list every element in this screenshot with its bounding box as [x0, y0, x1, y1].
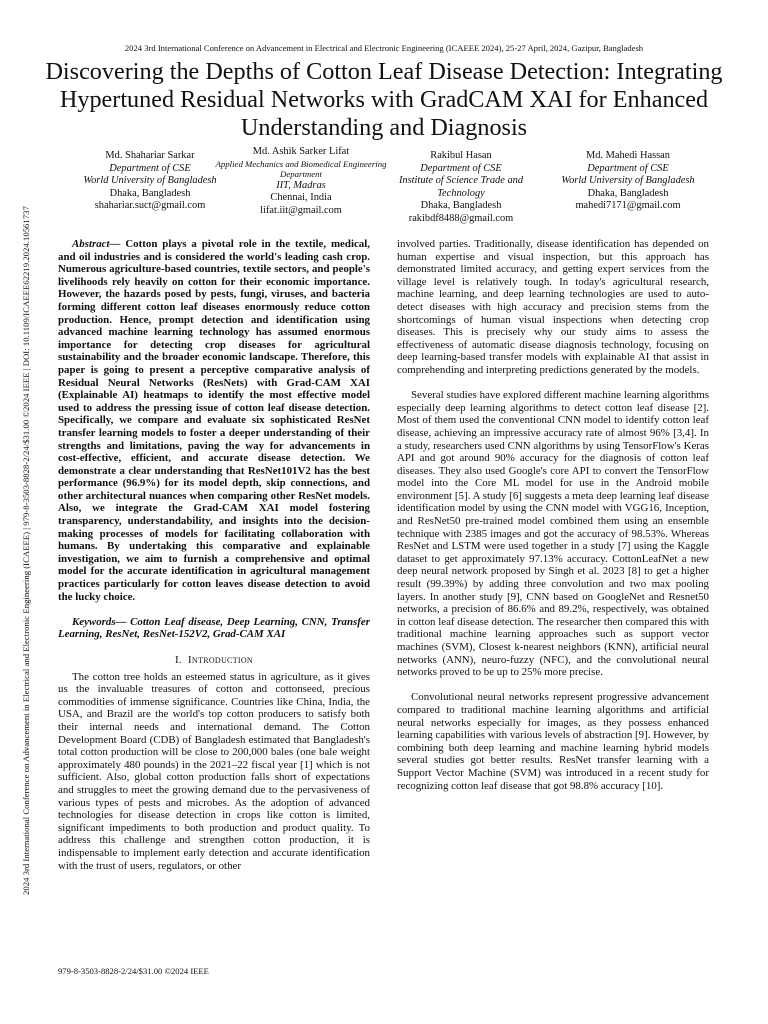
abstract-label: Abstract— — [72, 238, 121, 250]
intro-paragraph-4: Convolutional neural networks represent progressive advancement compared to traditional machine learning algorithms and artificial neural networks especially for images, as they possess enhanced learning capabilities with various levels of abstraction [9]. However, by combining both deep learning and machine learning hybrid models several studies got better results. ResNet transfer learning with a Support Vector Machine (SVM) was introduced in a recent study for recognizing cotton leaf disease that got 98.8% accuracy [10]. — [397, 691, 709, 792]
abstract — [58, 238, 370, 603]
author-city: Dhaka, Bangladesh — [587, 187, 669, 199]
author-block-2 — [211, 146, 391, 217]
author-name: Md. Ashik Sarker Lifat — [252, 146, 350, 157]
left-column — [58, 238, 370, 872]
section-number: I. — [175, 654, 182, 666]
right-column — [397, 238, 709, 792]
author-institution: Institute of Science Trade and Technology — [398, 175, 524, 199]
author-email: lifat.iit@gmail.com — [260, 204, 342, 216]
author-email: shahariar.suct@gmail.com — [94, 200, 206, 212]
author-institution: IIT, Madras — [276, 179, 326, 191]
author-city: Dhaka, Bangladesh — [420, 200, 502, 212]
author-email: mahedi7171@gmail.com — [575, 200, 681, 212]
author-city: Chennai, India — [270, 192, 332, 204]
author-name: Rakibul Hasan — [430, 150, 492, 161]
author-email: rakibdf8488@gmail.com — [408, 212, 514, 224]
author-city: Dhaka, Bangladesh — [109, 187, 191, 199]
author-institution: World University of Bangladesh — [561, 175, 695, 187]
abstract-text: Cotton plays a pivotal role in the textile, medical, and oil industries and is considered the world's leading cash crop. Numerous agriculture-based countries, textile sectors, and people's livelihoods rely heavily on cotton for their economic importance. However, the hazards posed by pests, fungi, viruses, and bacteria forming different cotton leaf diseases enormously reduce cotton production. Hence, prompt detection and identification using advanced machine learning technology has assumed enormous importance for detecting crop diseases for agricultural sustainability and the broader economic landscape. Therefore, this paper is going to present a perceptive comparative analysis of Residual Neural Networks (ResNets) with Grad-CAM XAI (Explainable AI) heatmaps to identify the most effective model used to address the pressing issue of cotton leaf disease detection. Specifically, we compare and evaluate six sophisticated ResNet transfer learning models to foster a deeper understanding of their strengths and limitations, paving the way for advancements in cost-effective, efficient, and accurate disease detection. We demonstrate a clear understanding that ResNet101V2 has the best performance (96.9%) for its model depth, skip connections, and other architectural nuances when comparing other ResNet models. Also, we integrate the Grad-CAM XAI model fostering transparency, understandability, and insights into the decision-making processes of models for facilitating collaboration with humans. By undertaking this comparative and explainable investigation, we aim to furnish a comprehensive and optimal model for the accurate identification in agricultural management practices particularly for cotton leaves disease detection to avoid the lucky choice. — [58, 238, 370, 603]
copyright-footer: 979-8-3503-8828-2/24/$31.00 ©2024 IEEE — [58, 966, 209, 976]
author-department: Department of CSE — [109, 162, 191, 174]
section-title: Introduction — [188, 654, 253, 666]
conference-header: 2024 3rd International Conference on Advancement in Electrical and Electronic Engineering (ICAEEE 2024), 25-27 April, 2024, Gazipur, Bangladesh — [124, 43, 644, 53]
keywords: Keywords— Cotton Leaf disease, Deep Learning, CNN, Transfer Learning, ResNet, ResNet-152V2, Grad-CAM XAI — [58, 615, 370, 641]
author-name: Md. Shahariar Sarkar — [105, 150, 195, 161]
side-doi-text: 2024 3rd International Conference on Advancement in Electrical and Electronic Engineering (ICAEEE) | 979-8-3503-8828-2/24/$31.00 ©2024 IEEE | DOI: 10.1109/ICAEEE62219.2024.10561737 — [21, 206, 31, 895]
author-department: Department of CSE — [587, 162, 669, 174]
author-institution: World University of Bangladesh — [83, 175, 217, 187]
author-department: Department of CSE — [420, 162, 502, 174]
paper-title: Discovering the Depths of Cotton Leaf Disease Detection: Integrating Hypertuned Residual Networks with GradCAM XAI for Enhanced Understanding and Diagnosis — [45, 58, 723, 141]
section-heading — [58, 654, 370, 667]
author-block-3 — [376, 150, 546, 226]
author-name: Md. Mahedi Hassan — [586, 150, 670, 161]
intro-paragraph-1: The cotton tree holds an esteemed status in agriculture, as it gives us the invaluable treasures of cotton and cottonseed, precious commodities of immense significance. Countries like China, India, the USA, and Brazil are the world's top cotton producers to satisfy both their internal needs and international demand. The Cotton Development Board (CDB) of Bangladesh estimated that Bangladesh's total cotton production will be close to 200,000 bales (one bale weight approximately 480 pounds) in the 2021–22 fiscal year [1] which is not sufficient. Also, global cotton production falls short of expectations and struggles to meet the growing demand due to the pervasiveness of various types of pests and microbes. As the adoption of advanced technologies for disease detection in crops like cotton is limited, significant impediments to both production and product quality. To address this challenge and strengthen cotton production, it is indispensable to implement early detection and accurate identification with the trust of users, regulators, or other — [58, 670, 370, 872]
intro-paragraph-3: Several studies have explored different machine learning algorithms especially deep learning algorithms to detect cotton leaf disease [2]. Most of them used the conventional CNN model to identify cotton leaf disease, achieving an impressive accuracy rate of almost 96% [3,4]. In a study, researchers used CNN algorithms by using TensorFlow's Keras API and got around 90% accuracy for the diagnosis of cotton leaf diseases. They also used Google's core API to convert the TensorFlow model into the Core ML model for use in the Android mobile environment [5]. A study [6] suggests a meta deep learning leaf disease identification model by using the CNN model with VGG16, Inception, and ResNet50 pre-trained model combined them using an ensemble technique with 2385 images and got the accuracy of 98.53%. Whereas ResNet and LSTM were used together in a study [7] using the Kaggle dataset to get approximately 97.13% accuracy. CottonLeafNet a new deep neural network proposed by Singh et al. 2023 [8] to get a higher result (99.39%) by adding three convolution and two max pooling layers. In another study [9], CNN based on GoogleNet and Resnet50 networks, a precision of 86.6% and 89.2%, respectively, was obtained in cotton leaf disease detection. The researcher then compared this with traditional machine learning approaches such as support vector machines (SVM), Closest k-nearest neighbors (KNN), artificial neural networks (ANN), neuro-fuzzy (NFC), and the convolutional neural networks proved to be up to 25% more precise. — [397, 389, 709, 679]
intro-paragraph-2: involved parties. Traditionally, disease identification has depended on human expertise and visual inspection, but this approach has demonstrated limited accuracy, and getting expert services from the village level is relatively tough. In today's agricultural research, machine learning, and deep learning technologies are used to auto-detect diseases with high accuracy and precision stems from the shortcomings of human visual inspections when detecting crop diseases. This is precisely why our study aims to assess the effectiveness of automatic disease diagnosis technology, focusing on deep learning-based transfer models with explainable AI that assist in comprehending and interpreting predictions generated by the models. — [397, 238, 709, 376]
author-department: Applied Mechanics and Biomedical Engineering Department — [215, 158, 387, 180]
author-block-4 — [538, 150, 718, 213]
